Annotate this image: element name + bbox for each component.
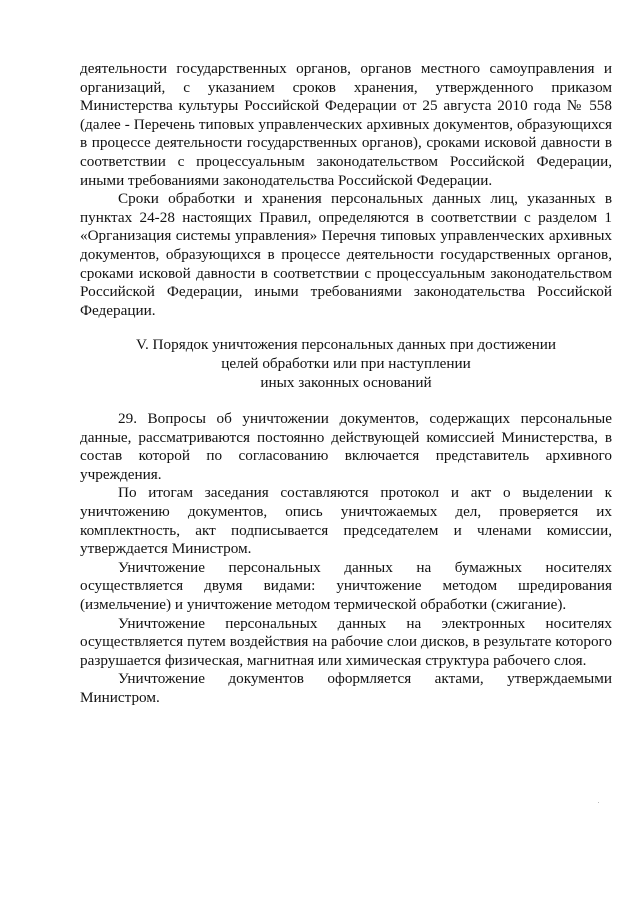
- section-heading: [80, 336, 612, 392]
- paragraph-item-29: 29. Вопросы об уничтожении документов, содержащих персональные данные, рассматриваются постоянно действующей комиссией Министерства, в состав которой по согласованию включается представитель архивного учреждения.: [80, 410, 612, 483]
- section-heading-line-3: иных законных оснований: [260, 373, 432, 391]
- paragraph-processing-terms: Сроки обработки и хранения персональных данных лиц, указанных в пунктах 24-28 настоящих Правил, определяются в соответствии с разделом 1 «Организация системы управления» Перечня типовых управленческих архивных документов, образующихся в процессе деятельности государственных органов, сроками исковой давности в соответствии с процессуальным законодательством Российской Федерации, иными требованиями законодательства Российской Федерации.: [80, 190, 612, 319]
- section-heading-line-2: целей обработки или при наступлении: [221, 354, 471, 372]
- document-page: [80, 60, 612, 708]
- paragraph-paper-destruction: Уничтожение персональных данных на бумажных носителях осуществляется двумя видами: уничтожение методом шредирования (измельчение) и уничтожение методом термической обработки (сжигание).: [80, 558, 612, 614]
- paragraph-electronic-destruction: Уничтожение персональных данных на электронных носителях осуществляется путем воздействия на рабочие слои дисков, в результате которого разрушается физическая, магнитная или химическая структура рабочего слоя.: [80, 614, 612, 669]
- paragraph-continuation: деятельности государственных органов, органов местного самоуправления и организаций, с указанием сроков хранения, утвержденного приказом Министерства культуры Российской Федерации от 25 августа 2010 года № 558 (далее - Перечень типовых управленческих архивных документов, образующихся в процессе деятельности государственных органов), сроками исковой давности в соответствии с процессуальным законодательством Российской Федерации, иными требованиями законодательства Российской Федерации.: [80, 60, 612, 189]
- scan-speck: [598, 802, 599, 803]
- section-heading-line-1: V. Порядок уничтожения персональных данных при достижении: [135, 336, 557, 354]
- paragraph-destruction-acts: Уничтожение документов оформляется актами, утверждаемыми Министром.: [80, 670, 612, 706]
- paragraph-protocol: По итогам заседания составляются протокол и акт о выделении к уничтожению документов, опись уничтожаемых дел, проверяется их комплектность, акт подписывается председателем и членами комиссии, утверждается Министром.: [80, 484, 612, 558]
